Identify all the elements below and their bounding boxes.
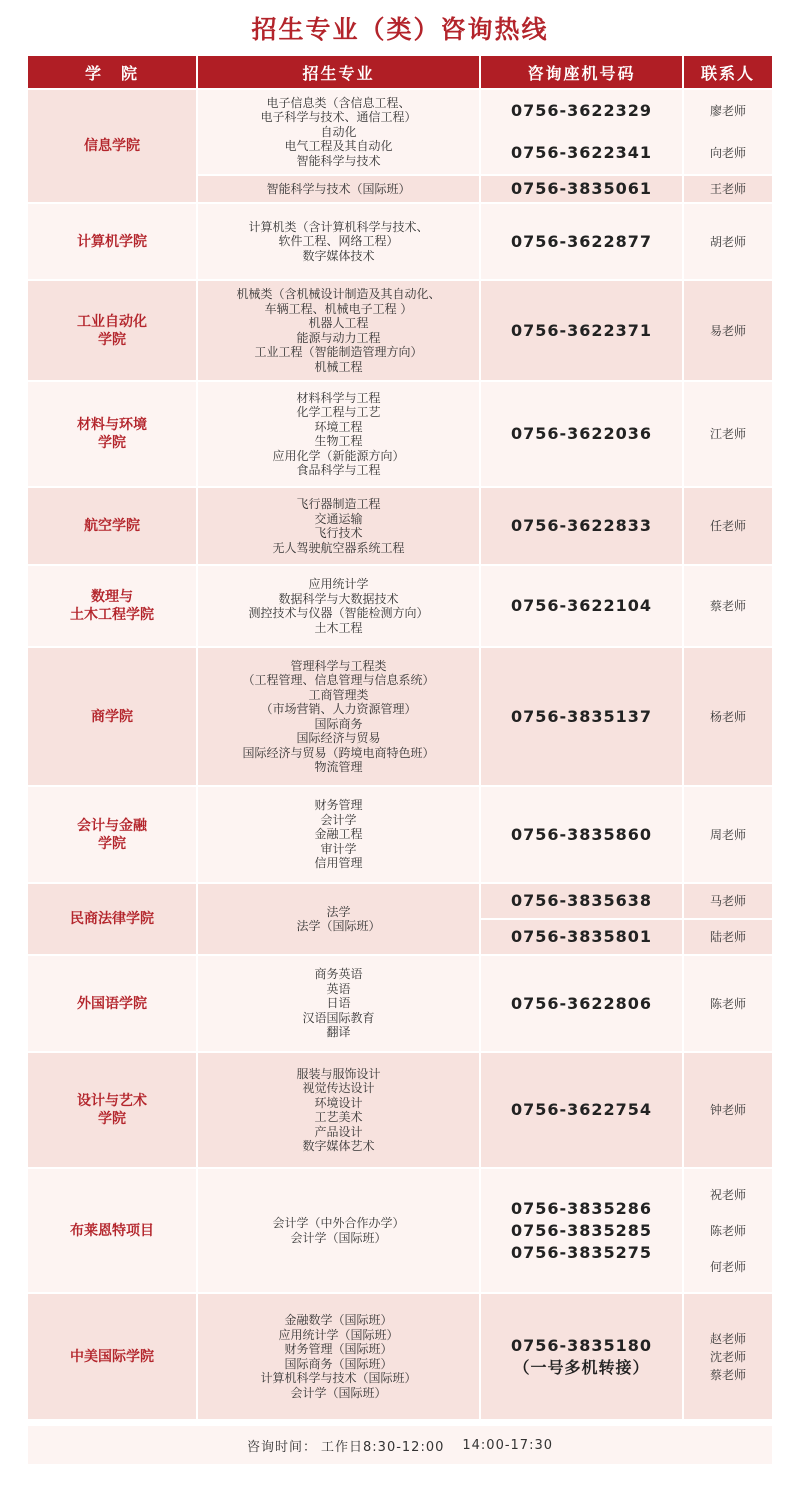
major-list: 计算机类（含计算机科学与技术、 软件工程、网络工程） 数字媒体技术 bbox=[198, 204, 481, 281]
phone-number: 0756-3835137 bbox=[481, 648, 684, 787]
header-majors: 招生专业 bbox=[198, 56, 481, 90]
contact-person: 胡老师 bbox=[684, 204, 772, 281]
header-college: 学 院 bbox=[28, 56, 198, 90]
major-list: 管理科学与工程类 （工程管理、信息管理与信息系统） 工商管理类 （市场营销、人力资源管理） 国际商务 国际经济与贸易 国际经济与贸易（跨境电商特色班） 物流管理 bbox=[198, 648, 481, 787]
contact-person: 任老师 bbox=[684, 488, 772, 566]
contact-person: 周老师 bbox=[684, 787, 772, 884]
phone-number: 0756-3835286 0756-3835285 0756-3835275 bbox=[481, 1169, 684, 1294]
page-title: 招生专业（类）咨询热线 bbox=[251, 15, 549, 44]
college-name: 布莱恩特项目 bbox=[28, 1169, 198, 1294]
major-list: 机械类（含机械设计制造及其自动化、 车辆工程、机械电子工程 ） 机器人工程 能源与动力工程 工业工程（智能制造管理方向） 机械工程 bbox=[198, 281, 481, 382]
phone-number: 0756-3622806 bbox=[481, 956, 684, 1053]
college-name: 外国语学院 bbox=[28, 956, 198, 1053]
college-name: 计算机学院 bbox=[28, 204, 198, 281]
phone-number: 0756-3622104 bbox=[481, 566, 684, 648]
hotline-table bbox=[28, 56, 772, 1421]
header-phone: 咨询座机号码 bbox=[481, 56, 684, 90]
contact-person: 陆老师 bbox=[684, 920, 772, 956]
contact-person: 易老师 bbox=[684, 281, 772, 382]
contact-person: 王老师 bbox=[684, 176, 772, 204]
major-list: 材料科学与工程 化学工程与工艺 环境工程 生物工程 应用化学（新能源方向） 食品科学与工程 bbox=[198, 382, 481, 488]
major-list: 电子信息类（含信息工程、 电子科学与技术、通信工程） 自动化 电气工程及其自动化 智能科学与技术 bbox=[198, 90, 481, 176]
college-name: 民商法律学院 bbox=[28, 884, 198, 956]
phone-number: 0756-3622036 bbox=[481, 382, 684, 488]
contact-person: 廖老师 bbox=[709, 104, 746, 118]
major-list: 飞行器制造工程 交通运输 飞行技术 无人驾驶航空器系统工程 bbox=[198, 488, 481, 566]
contact-person: 陈老师 bbox=[684, 956, 772, 1053]
consult-hours-label: 咨询时间： bbox=[247, 1439, 318, 1455]
college-name: 中美国际学院 bbox=[28, 1294, 198, 1421]
major-list: 应用统计学 数据科学与大数据技术 测控技术与仪器（智能检测方向） 土木工程 bbox=[198, 566, 481, 648]
contact-person: 向老师 bbox=[709, 146, 746, 160]
phone-number: 0756-3835860 bbox=[481, 787, 684, 884]
contact-person: 杨老师 bbox=[684, 648, 772, 787]
contact-group bbox=[684, 90, 772, 176]
phone-number: 0756-3622754 bbox=[481, 1053, 684, 1169]
contact-person: 赵老师 沈老师 蔡老师 bbox=[684, 1294, 772, 1421]
major-list: 会计学（中外合作办学） 会计学（国际班） bbox=[198, 1169, 481, 1294]
major-list: 法学 法学（国际班） bbox=[198, 884, 481, 956]
phone-number: 0756-3622833 bbox=[481, 488, 684, 566]
college-name: 材料与环境 学院 bbox=[28, 382, 198, 488]
college-name: 航空学院 bbox=[28, 488, 198, 566]
phone-number: 0756-3622877 bbox=[481, 204, 684, 281]
college-name: 工业自动化 学院 bbox=[28, 281, 198, 382]
phone-number: 0756-3835801 bbox=[481, 920, 684, 956]
phone-number: 0756-3622341 bbox=[510, 143, 653, 162]
phone-number: 0756-3622329 bbox=[510, 101, 653, 120]
major-list: 商务英语 英语 日语 汉语国际教育 翻译 bbox=[198, 956, 481, 1053]
contact-person: 钟老师 bbox=[684, 1053, 772, 1169]
consult-hours-morning: 工作日8:30-12:00 bbox=[321, 1439, 445, 1455]
college-name: 商学院 bbox=[28, 648, 198, 787]
consult-hours bbox=[28, 1426, 772, 1464]
phone-number: 0756-3622371 bbox=[481, 281, 684, 382]
phone-number: 0756-3835061 bbox=[481, 176, 684, 204]
contact-person: 蔡老师 bbox=[684, 566, 772, 648]
phone-number: 0756-3835638 bbox=[481, 884, 684, 920]
contact-person: 马老师 bbox=[684, 884, 772, 920]
college-name: 设计与艺术 学院 bbox=[28, 1053, 198, 1169]
consult-hours-afternoon: 14:00-17:30 bbox=[462, 1437, 553, 1453]
header-contact: 联系人 bbox=[684, 56, 772, 90]
college-name: 信息学院 bbox=[28, 90, 198, 204]
major-list: 服装与服饰设计 视觉传达设计 环境设计 工艺美术 产品设计 数字媒体艺术 bbox=[198, 1053, 481, 1169]
major-list: 财务管理 会计学 金融工程 审计学 信用管理 bbox=[198, 787, 481, 884]
contact-person: 祝老师 陈老师 何老师 bbox=[684, 1169, 772, 1294]
phone-number: 0756-3835180 （一号多机转接） bbox=[481, 1294, 684, 1421]
major-list: 智能科学与技术（国际班） bbox=[198, 176, 481, 204]
contact-person: 江老师 bbox=[684, 382, 772, 488]
major-list: 金融数学（国际班） 应用统计学（国际班） 财务管理（国际班） 国际商务（国际班） 计算机科学与技术（国际班） 会计学（国际班） bbox=[198, 1294, 481, 1421]
college-name: 会计与金融 学院 bbox=[28, 787, 198, 884]
college-name: 数理与 土木工程学院 bbox=[28, 566, 198, 648]
phone-group bbox=[481, 90, 684, 176]
